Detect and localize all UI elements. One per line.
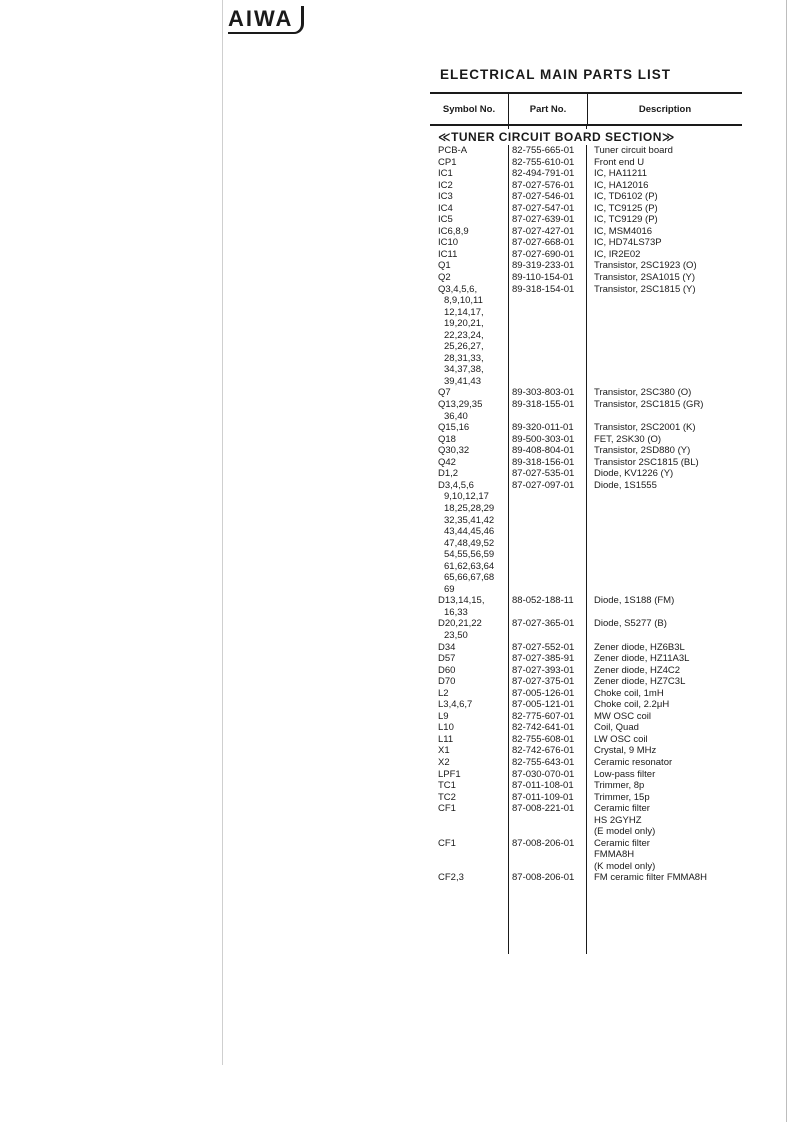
part-number-cell: 87-027-547-01 — [512, 202, 575, 214]
description-cell — [590, 203, 742, 215]
description-cell — [590, 734, 742, 746]
symbol-cell — [430, 457, 508, 469]
brand-logo: AIWA — [228, 6, 304, 34]
symbol-text: LPF1 — [438, 768, 461, 780]
description-text: Trimmer, 8p — [594, 780, 645, 792]
description-text: Ceramic filter — [594, 837, 650, 849]
description-text: Ceramic resonator — [594, 756, 673, 768]
symbol-text: 69 — [444, 583, 455, 595]
description-cell — [590, 792, 742, 804]
symbol-cell — [430, 468, 508, 480]
description-text: Crystal, 9 MHz — [594, 745, 657, 757]
symbol-text: Q18 — [438, 433, 456, 445]
symbol-cell — [430, 699, 508, 711]
description-text: FET, 2SK30 (O) — [594, 433, 662, 445]
symbol-text: TC1 — [438, 780, 456, 792]
part-number-cell: 88-052-188-11 — [512, 595, 574, 607]
table-header — [430, 92, 742, 126]
description-text: IC, IR2E02 — [594, 248, 641, 260]
description-cell — [590, 249, 742, 261]
part-number-cell: 89-320-011-01 — [512, 422, 574, 434]
symbol-text: D3,4,5,6 — [438, 479, 474, 491]
description-text: Low-pass filter — [594, 768, 656, 780]
symbol-cell — [430, 757, 508, 769]
description-text: FM ceramic filter FMMA8H — [594, 872, 707, 884]
symbol-text: Q42 — [438, 456, 456, 468]
description-text: Zener diode, HZ6B3L — [594, 641, 685, 653]
description-text: Transistor, 2SD880 (Y) — [594, 445, 691, 457]
left-margin-rule — [222, 0, 223, 1065]
description-cell — [590, 642, 742, 654]
symbol-cell — [430, 676, 508, 688]
symbol-text: 23,50 — [444, 629, 468, 641]
symbol-text: IC6,8,9 — [438, 225, 469, 237]
part-number-cell: 87-027-576-01 — [512, 179, 575, 191]
symbol-text: Q15,16 — [438, 422, 470, 434]
symbol-text: IC10 — [438, 237, 459, 249]
symbol-cell — [430, 168, 508, 180]
description-text: IC, MSM4016 — [594, 225, 653, 237]
symbol-text: L10 — [438, 722, 454, 734]
part-number-cell: 89-318-156-01 — [512, 456, 575, 468]
symbol-text: TC2 — [438, 791, 456, 803]
symbol-text: L9 — [438, 710, 449, 722]
part-number-cell: 89-303-803-01 — [512, 387, 575, 399]
symbol-text: PCB-A — [438, 145, 468, 156]
symbol-text: 61,62,63,64 — [444, 560, 495, 572]
description-cell — [590, 618, 742, 641]
symbol-cell — [430, 145, 508, 157]
part-number-cell: 87-011-108-01 — [512, 780, 574, 792]
part-number-cell: 87-027-690-01 — [512, 248, 575, 260]
symbol-text: CP1 — [438, 156, 457, 168]
description-cell — [590, 653, 742, 665]
description-text: IC, HA11211 — [594, 168, 647, 180]
description-text: Zener diode, HZ7C3L — [594, 676, 686, 688]
header-symbol: Symbol No. — [442, 103, 496, 115]
description-text: Trimmer, 15p — [594, 791, 650, 803]
symbol-text: 65,66,67,68 — [444, 572, 495, 584]
part-number-cell: 82-494-791-01 — [512, 168, 575, 180]
symbol-cell — [430, 157, 508, 169]
symbol-cell — [430, 434, 508, 446]
symbol-text: 25,26,27, — [444, 341, 484, 353]
symbol-text: 34,37,38, — [444, 364, 484, 376]
description-cell — [590, 872, 742, 884]
symbol-text: 47,48,49,52 — [444, 537, 495, 549]
symbol-text: Q3,4,5,6, — [438, 283, 478, 295]
description-cell — [590, 769, 742, 781]
part-number-cell: 87-008-206-01 — [512, 837, 575, 849]
description-cell — [590, 214, 742, 226]
symbol-text: 9,10,12,17 — [444, 491, 489, 503]
part-number-cell: 82-742-641-01 — [512, 722, 575, 734]
symbol-text: D60 — [438, 664, 456, 676]
description-cell — [590, 145, 742, 157]
description-text: IC, TC9125 (P) — [594, 202, 658, 214]
symbol-text: X1 — [438, 745, 450, 757]
description-text: Diode, KV1226 (Y) — [594, 468, 674, 480]
symbol-text: Q7 — [438, 387, 451, 399]
description-text: FMMA8H — [594, 849, 635, 861]
part-number-cell: 87-027-639-01 — [512, 214, 575, 226]
symbol-text: 28,31,33, — [444, 352, 484, 364]
symbol-text: IC2 — [438, 179, 453, 191]
symbol-cell — [430, 272, 508, 284]
right-edge-rule — [786, 0, 787, 1122]
symbol-text: D70 — [438, 676, 456, 688]
symbol-text: L11 — [438, 733, 454, 745]
description-text: Transistor, 2SC1815 (GR) — [594, 399, 704, 411]
part-number-cell: 89-318-154-01 — [512, 283, 575, 295]
description-cell — [590, 457, 742, 469]
symbol-cell — [430, 792, 508, 804]
part-number-cell: 89-110-154-01 — [512, 272, 574, 284]
description-cell — [590, 676, 742, 688]
header-part: Part No. — [529, 103, 567, 115]
symbol-text: CF1 — [438, 803, 456, 815]
symbol-cell — [430, 838, 508, 873]
description-cell — [590, 688, 742, 700]
description-cell — [590, 838, 742, 873]
description-text: Transistor 2SC1815 (BL) — [594, 456, 699, 468]
description-text: Zener diode, HZ11A3L — [594, 653, 690, 665]
description-text: Diode, 1S1555 — [594, 479, 657, 491]
part-number-cell: 87-027-385-91 — [512, 653, 575, 665]
symbol-text: 54,55,56,59 — [444, 549, 495, 561]
table-body — [430, 126, 742, 884]
symbol-text: 43,44,45,46 — [444, 526, 495, 538]
symbol-text: 18,25,28,29 — [444, 502, 495, 514]
symbol-cell — [430, 745, 508, 757]
symbol-text: D34 — [438, 641, 456, 653]
description-text: IC, TD6102 (P) — [594, 191, 658, 203]
description-cell — [590, 445, 742, 457]
description-text: (K model only) — [594, 860, 656, 872]
header-description: Description — [638, 103, 692, 115]
symbol-cell — [430, 665, 508, 677]
description-cell — [590, 168, 742, 180]
description-cell — [590, 595, 742, 618]
description-text: (E model only) — [594, 826, 656, 838]
description-text: Tuner circuit board — [594, 145, 673, 156]
symbol-cell — [430, 249, 508, 261]
description-text: Transistor, 2SC1923 (O) — [594, 260, 697, 272]
symbol-cell — [430, 191, 508, 203]
symbol-text: 39,41,43 — [444, 375, 481, 387]
symbol-cell — [430, 734, 508, 746]
description-cell — [590, 387, 742, 399]
symbol-cell — [430, 642, 508, 654]
symbol-text: CF1 — [438, 837, 456, 849]
description-cell — [590, 226, 742, 238]
symbol-text: L3,4,6,7 — [438, 699, 473, 711]
description-text: Coil, Quad — [594, 722, 639, 734]
description-text: LW OSC coil — [594, 733, 648, 745]
symbol-cell — [430, 422, 508, 434]
parts-table — [430, 92, 742, 884]
description-cell — [590, 699, 742, 711]
page-title: ELECTRICAL MAIN PARTS LIST — [440, 67, 671, 82]
description-cell — [590, 272, 742, 284]
symbol-text: D57 — [438, 653, 456, 665]
part-number-cell: 82-742-676-01 — [512, 745, 575, 757]
part-number-cell: 87-005-126-01 — [512, 687, 575, 699]
description-text: Transistor, 2SA1015 (Y) — [594, 272, 696, 284]
part-number-cell: 82-755-643-01 — [512, 756, 575, 768]
symbol-cell — [430, 769, 508, 781]
symbol-cell — [430, 284, 508, 388]
symbol-cell — [430, 226, 508, 238]
symbol-text: IC11 — [438, 248, 458, 260]
symbol-cell — [430, 180, 508, 192]
symbol-cell — [430, 722, 508, 734]
description-cell — [590, 191, 742, 203]
part-number-cell: 89-408-804-01 — [512, 445, 575, 457]
description-text: Transistor, 2SC380 (O) — [594, 387, 692, 399]
description-text: Choke coil, 1mH — [594, 687, 664, 699]
part-number-cell: 87-027-668-01 — [512, 237, 575, 249]
part-number-cell: 89-500-303-01 — [512, 433, 575, 445]
description-cell — [590, 157, 742, 169]
description-cell — [590, 180, 742, 192]
description-text: HS 2GYHZ — [594, 814, 642, 826]
symbol-text: 8,9,10,11 — [444, 295, 483, 307]
part-number-cell: 87-027-365-01 — [512, 618, 575, 630]
part-number-cell: 87-027-393-01 — [512, 664, 575, 676]
symbol-cell — [430, 237, 508, 249]
description-text: IC, TC9129 (P) — [594, 214, 658, 226]
description-text: MW OSC coil — [594, 710, 651, 722]
symbol-text: X2 — [438, 756, 450, 768]
column-divider — [508, 126, 509, 954]
description-text: Diode, 1S188 (FM) — [594, 595, 675, 607]
part-number-cell: 89-319-233-01 — [512, 260, 575, 272]
description-cell — [590, 284, 742, 388]
symbol-cell — [430, 803, 508, 838]
part-number-cell: 87-005-121-01 — [512, 699, 575, 711]
symbol-text: Q1 — [438, 260, 451, 272]
symbol-text: CF2,3 — [438, 872, 464, 884]
description-cell — [590, 422, 742, 434]
symbol-cell — [430, 595, 508, 618]
symbol-cell — [430, 203, 508, 215]
description-cell — [590, 468, 742, 480]
part-number-cell: 87-027-552-01 — [512, 641, 575, 653]
description-cell — [590, 434, 742, 446]
symbol-cell — [430, 618, 508, 641]
symbol-text: Q13,29,35 — [438, 399, 483, 411]
part-number-cell: 87-027-375-01 — [512, 676, 575, 688]
symbol-text: IC5 — [438, 214, 453, 226]
description-cell — [590, 665, 742, 677]
symbol-text: Q30,32 — [438, 445, 470, 457]
symbol-cell — [430, 480, 508, 595]
part-number-cell: 87-030-070-01 — [512, 768, 575, 780]
part-number-cell: 87-008-221-01 — [512, 803, 575, 815]
symbol-text: IC4 — [438, 202, 453, 214]
symbol-text: IC1 — [438, 168, 453, 180]
part-number-cell: 82-755-608-01 — [512, 733, 575, 745]
description-text: Transistor, 2SC2001 (K) — [594, 422, 696, 434]
part-number-cell: 82-755-665-01 — [512, 145, 575, 156]
symbol-text: D1,2 — [438, 468, 459, 480]
description-text: Zener diode, HZ4C2 — [594, 664, 681, 676]
description-cell — [590, 711, 742, 723]
symbol-text: 12,14,17, — [444, 306, 484, 318]
description-cell — [590, 757, 742, 769]
symbol-text: D13,14,15, — [438, 595, 485, 607]
symbol-cell — [430, 387, 508, 399]
description-cell — [590, 260, 742, 272]
symbol-cell — [430, 260, 508, 272]
part-number-cell: 87-027-546-01 — [512, 191, 575, 203]
part-number-cell: 87-027-535-01 — [512, 468, 575, 480]
part-number-cell: 87-011-109-01 — [512, 791, 574, 803]
symbol-cell — [430, 872, 508, 884]
symbol-text: L2 — [438, 687, 449, 699]
description-cell — [590, 745, 742, 757]
section-heading: ≪TUNER CIRCUIT BOARD SECTION≫ — [430, 129, 688, 145]
symbol-cell — [430, 399, 508, 422]
part-number-cell: 87-027-427-01 — [512, 225, 575, 237]
part-number-cell: 82-755-610-01 — [512, 156, 575, 168]
description-cell — [590, 722, 742, 734]
description-cell — [590, 803, 742, 838]
description-cell — [590, 399, 742, 422]
symbol-text: Q2 — [438, 272, 451, 284]
symbol-cell — [430, 214, 508, 226]
symbol-cell — [430, 653, 508, 665]
description-text: Ceramic filter — [594, 803, 650, 815]
part-number-cell: 82-775-607-01 — [512, 710, 575, 722]
description-cell — [590, 480, 742, 595]
description-text: IC, HA12016 — [594, 179, 649, 191]
symbol-text: 16,33 — [444, 606, 468, 618]
description-cell — [590, 237, 742, 249]
description-text: Diode, S5277 (B) — [594, 618, 667, 630]
symbol-text: 19,20,21, — [444, 318, 484, 330]
description-text: Choke coil, 2.2μH — [594, 699, 670, 711]
description-cell — [590, 780, 742, 792]
description-text: Front end U — [594, 156, 645, 168]
symbol-cell — [430, 780, 508, 792]
symbol-text: 22,23,24, — [444, 329, 484, 341]
symbol-text: 32,35,41,42 — [444, 514, 495, 526]
symbol-text: 36,40 — [444, 410, 468, 422]
symbol-text: D20,21,22 — [438, 618, 482, 630]
symbol-cell — [430, 711, 508, 723]
description-text: Transistor, 2SC1815 (Y) — [594, 283, 696, 295]
column-divider — [586, 126, 587, 954]
description-text: IC, HD74LS73P — [594, 237, 662, 249]
symbol-cell — [430, 445, 508, 457]
part-number-cell: 87-027-097-01 — [512, 479, 575, 491]
symbol-cell — [430, 688, 508, 700]
symbol-text: IC3 — [438, 191, 453, 203]
part-number-cell: 87-008-206-01 — [512, 872, 575, 884]
part-number-cell: 89-318-155-01 — [512, 399, 575, 411]
